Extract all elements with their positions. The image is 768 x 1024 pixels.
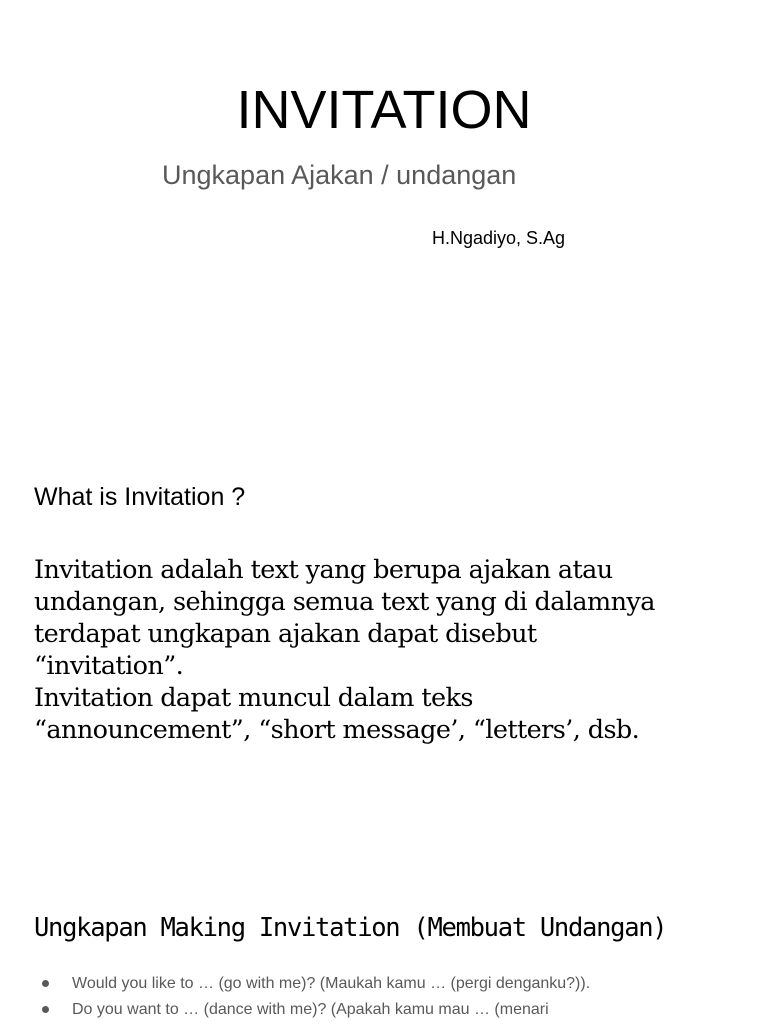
list-item-text: Would you like to … (go with me)? (Maukah kamu … (pergi denganku?)). [72,975,591,992]
paragraph-line: terdapat ungkapan ajakan dapat disebut [34,619,537,649]
list-item [42,997,590,1023]
paragraph-line: undangan, sehingga semua text yang di dalamnya [34,587,655,617]
list-item [42,971,590,997]
page-subtitle: Ungkapan Ajakan / undangan [162,160,517,190]
paragraph-line: “invitation”. [34,651,184,681]
page-title: INVITATION [236,80,532,140]
bullet-icon [42,980,49,987]
paragraph-line: Invitation adalah text yang berupa ajakan atau [34,555,613,585]
definition-paragraph [34,554,724,746]
slide-title [0,0,768,440]
paragraph-line: “announcement”, “short message’, “letters’, dsb. [34,715,640,745]
slide-definition [0,440,768,880]
slide-expressions [0,880,768,1024]
definition-heading: What is Invitation ? [34,483,246,511]
paragraph-line: Invitation dapat muncul dalam teks [34,683,473,713]
author-name: H.Ngadiyo, S.Ag [432,228,566,248]
list-item-text: Do you want to … (dance with me)? (Apakah kamu mau … (menari [72,1001,549,1018]
bullet-icon [42,1006,49,1013]
expression-list [42,971,590,1023]
section-heading: Ungkapan Making Invitation (Membuat Undangan) [34,913,667,943]
